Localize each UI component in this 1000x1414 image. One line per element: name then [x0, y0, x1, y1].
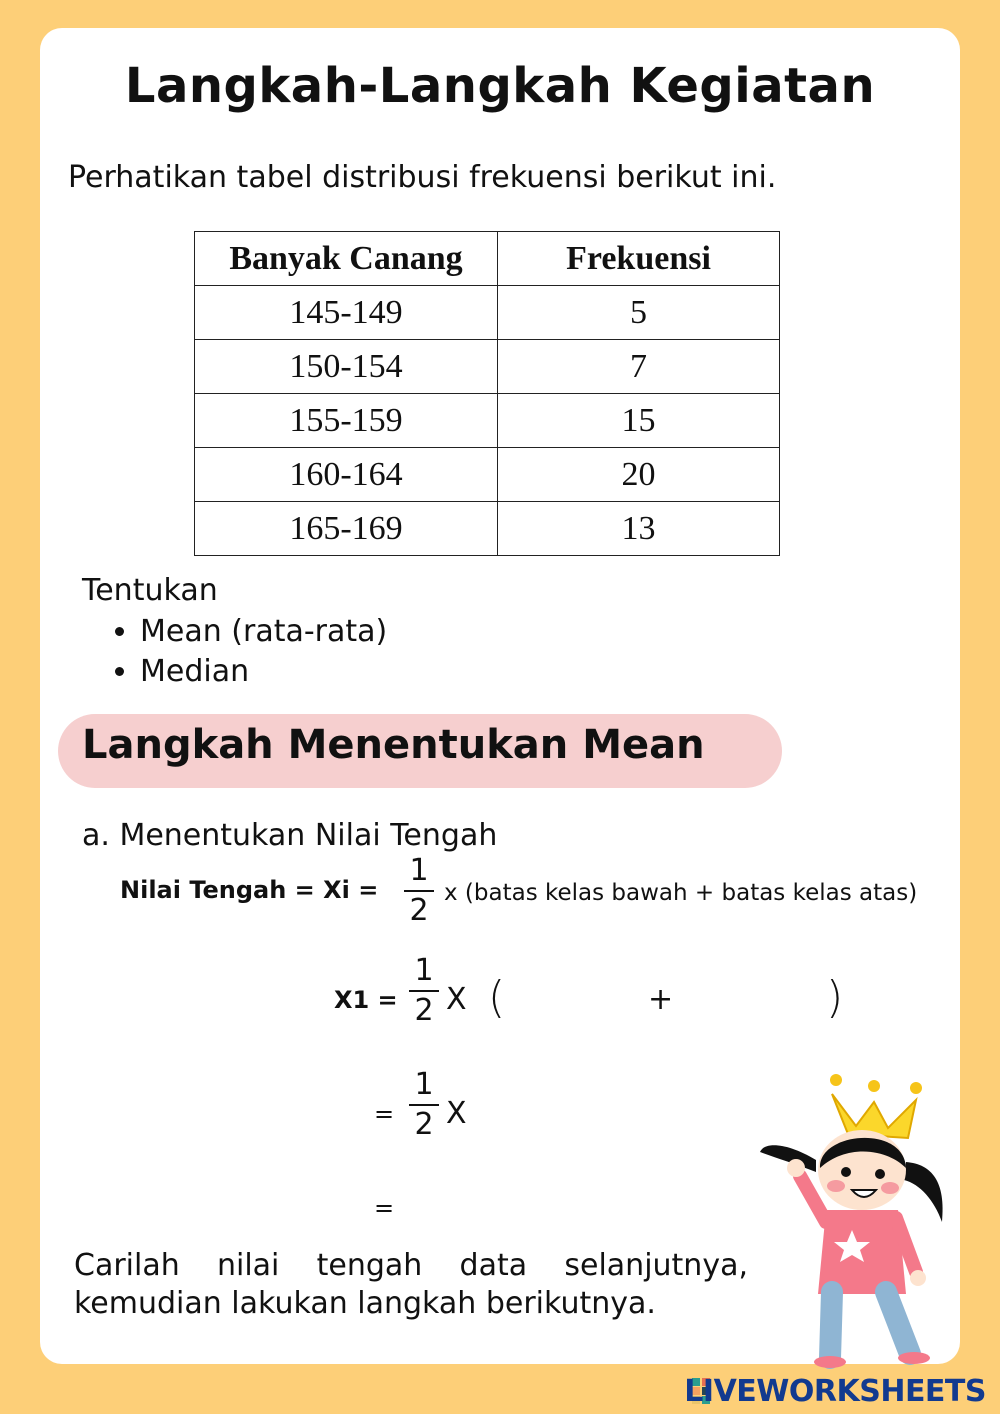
closing-line-2: kemudian lakukan langkah berikutnya.	[74, 1286, 656, 1321]
table-cell: 150-154	[195, 340, 498, 394]
table-header-cell: Banyak Canang	[195, 232, 498, 286]
x1-plus: +	[648, 982, 674, 1017]
fraction-numerator: 1	[409, 853, 429, 888]
fraction-bar	[409, 990, 439, 992]
formula-label: Nilai Tengah = Xi =	[120, 876, 379, 904]
brand-wordmark[interactable]: LIVEWORKSHEETS	[684, 1374, 986, 1409]
girl-with-crown-illustration	[756, 1072, 956, 1372]
intro-text: Perhatikan tabel distribusi frekuensi berikut ini.	[68, 160, 777, 195]
table-header-row	[195, 232, 780, 286]
x1-times-2: X	[446, 1096, 467, 1131]
x1-times: X	[446, 982, 467, 1017]
table-row	[195, 394, 780, 448]
x1-equals-1: =	[374, 1100, 395, 1128]
formula-description: x (batas kelas bawah + batas kelas atas)	[444, 880, 918, 906]
table-row	[195, 502, 780, 556]
table-cell: 13	[498, 502, 780, 556]
table-row	[195, 286, 780, 340]
table-cell: 5	[498, 286, 780, 340]
page-title: Langkah-Langkah Kegiatan	[124, 58, 876, 114]
table-cell: 155-159	[195, 394, 498, 448]
table-cell: 165-169	[195, 502, 498, 556]
closing-line-1: Carilah nilai tengah data selanjutnya,	[74, 1248, 748, 1283]
table-row	[195, 448, 780, 502]
task-list	[112, 612, 387, 692]
table-cell: 7	[498, 340, 780, 394]
section-title: Langkah Menentukan Mean	[82, 722, 705, 768]
table-cell: 20	[498, 448, 780, 502]
fraction-numerator: 1	[414, 953, 434, 988]
table-cell: 15	[498, 394, 780, 448]
fraction-bar	[404, 890, 434, 892]
task-heading: Tentukan	[82, 573, 218, 608]
formula-fraction	[404, 854, 434, 928]
fraction-bar	[409, 1104, 439, 1106]
x1-close-paren: )	[826, 972, 844, 1023]
table-row	[195, 340, 780, 394]
table-header-cell: Frekuensi	[498, 232, 780, 286]
x1-equals-2: =	[374, 1194, 395, 1222]
x1-open-paren: (	[488, 972, 506, 1023]
fraction-numerator: 1	[414, 1067, 434, 1102]
fraction-denominator: 2	[414, 1107, 434, 1142]
x1-label: X1 =	[334, 986, 398, 1014]
list-item: • Median	[140, 652, 387, 692]
table-cell: 145-149	[195, 286, 498, 340]
frequency-table	[194, 231, 780, 556]
fraction-denominator: 2	[409, 893, 429, 928]
table-cell: 160-164	[195, 448, 498, 502]
x1-fraction	[409, 954, 439, 1028]
x1-fraction-2	[409, 1068, 439, 1142]
fraction-denominator: 2	[414, 993, 434, 1028]
list-item: • Mean (rata-rata)	[140, 612, 387, 652]
step-a-heading: a. Menentukan Nilai Tengah	[82, 818, 498, 853]
crown-icon	[830, 1074, 922, 1138]
